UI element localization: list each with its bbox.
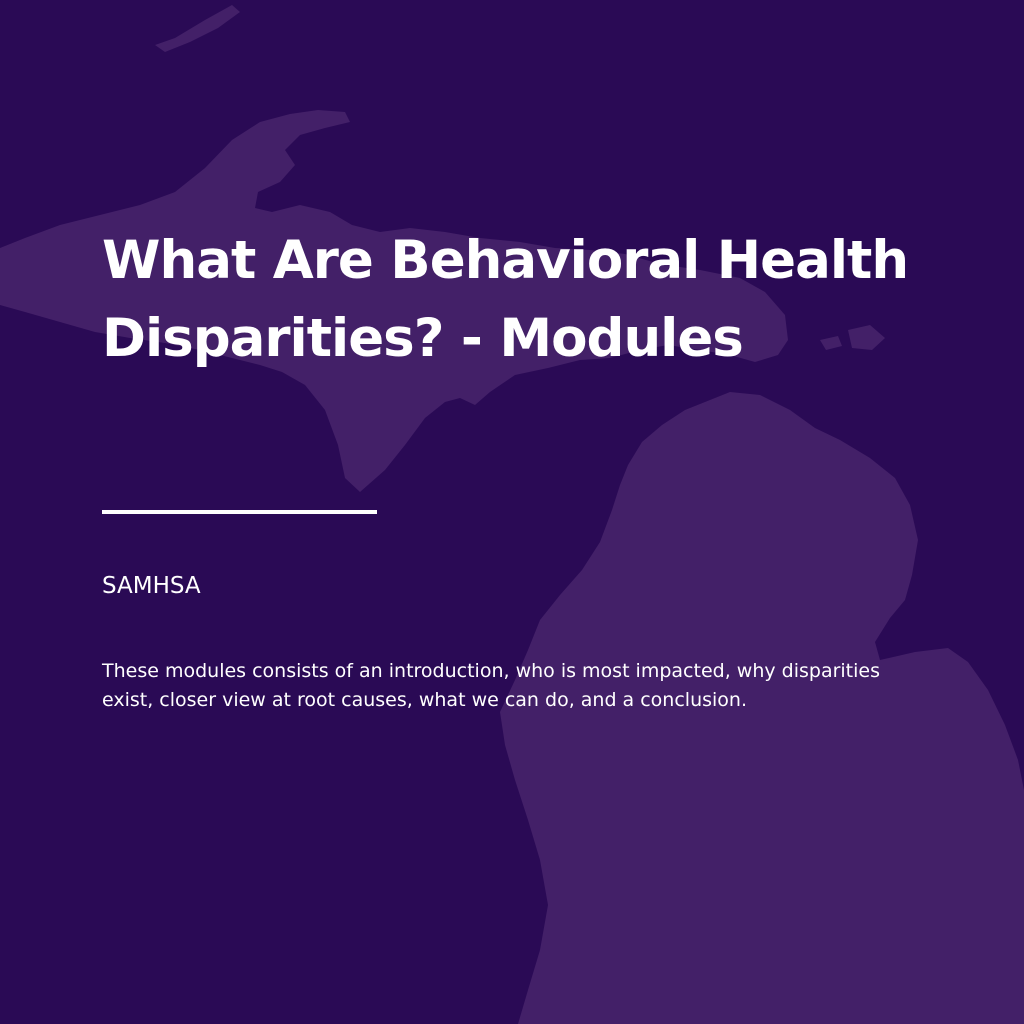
description-text: These modules consists of an introduction, who is most impacted, why disparities exist, closer view at root causes, what we can do, and a conclusion. [102, 660, 880, 711]
author-label: SAMHSA [102, 573, 201, 599]
divider-line [102, 510, 377, 514]
page-title: What Are Behavioral Health Disparities? - Modules [102, 230, 909, 369]
